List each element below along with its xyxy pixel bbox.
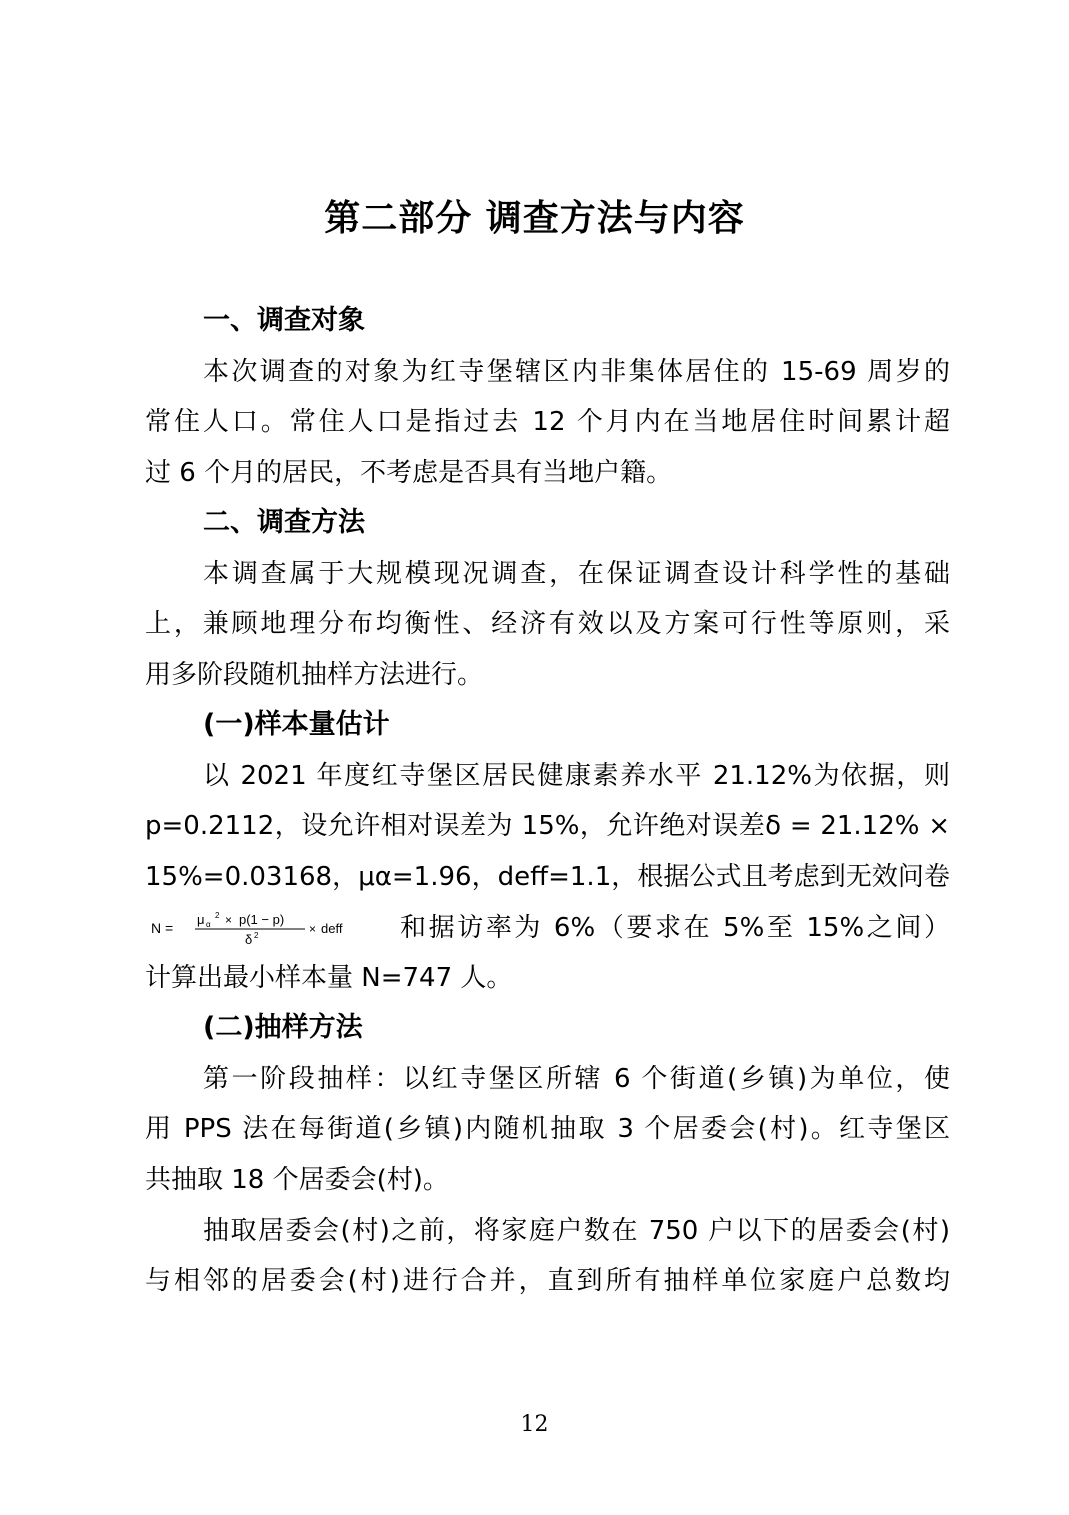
sample-size-formula	[145, 906, 400, 950]
subsection-heading-sample-size: (一)样本量估计	[203, 709, 390, 740]
paragraph-line: 过 6 个月的居民，不考虑是否具有当地户籍。	[145, 458, 673, 488]
paragraph-line: 用 PPS 法在每街道(乡镇)内随机抽取 3 个居委会(村)。红寺堡区	[145, 1114, 950, 1144]
paragraph-line: 第一阶段抽样：以红寺堡区所辖 6 个街道(乡镇)为单位，使	[203, 1064, 950, 1094]
formula-line	[145, 906, 950, 950]
paragraph-line: p=0.2112，设允许相对误差为 15%，允许绝对误差δ = 21.12% ×	[145, 811, 950, 841]
paragraph-line: 以 2021 年度红寺堡区居民健康素养水平 21.12%为依据，则	[203, 761, 950, 791]
paragraph-line: 本次调查的对象为红寺堡辖区内非集体居住的 15-69 周岁的	[203, 357, 950, 387]
paragraph-line: 本调查属于大规模现况调查，在保证调查设计科学性的基础	[203, 559, 950, 589]
paragraph-line: 抽取居委会(村)之前，将家庭户数在 750 户以下的居委会(村)	[203, 1216, 950, 1246]
formula-delta: δ	[245, 932, 253, 947]
paragraph-line: 和据访率为 6%（要求在 5%至 15%之间）	[400, 913, 950, 943]
section-heading-survey-subjects: 一、调查对象	[203, 305, 365, 336]
formula-lhs: N =	[151, 920, 174, 936]
page-number: 12	[520, 1412, 549, 1437]
paragraph-line: 15%=0.03168，μα=1.96，deff=1.1，根据公式且考虑到无效问卷	[145, 862, 950, 892]
formula-times: ×	[225, 913, 233, 927]
formula-mu: μ	[197, 912, 205, 927]
formula-squared: 2	[215, 911, 220, 920]
paragraph-line: 上，兼顾地理分布均衡性、经济有效以及方案可行性等原则，采	[145, 609, 950, 639]
paragraph-line: 共抽取 18 个居委会(村)。	[145, 1165, 449, 1195]
formula-alpha: α	[206, 920, 211, 929]
section-heading-survey-method: 二、调查方法	[203, 507, 365, 538]
formula-times-2: ×	[309, 922, 317, 936]
formula-deff: deff	[321, 921, 343, 936]
subsection-heading-sampling-method: (二)抽样方法	[203, 1012, 363, 1043]
paragraph-line: 计算出最小样本量 N=747 人。	[145, 963, 513, 993]
formula-p-term: p(1 − p)	[239, 912, 285, 927]
paragraph-line: 与相邻的居委会(村)进行合并，直到所有抽样单位家庭户总数均	[145, 1266, 950, 1296]
page-title: 第二部分 调查方法与内容	[324, 197, 745, 239]
formula-delta-squared: 2	[254, 931, 259, 940]
paragraph-line: 常住人口。常住人口是指过去 12 个月内在当地居住时间累计超	[145, 407, 950, 437]
paragraph-line: 用多阶段随机抽样方法进行。	[145, 660, 484, 690]
